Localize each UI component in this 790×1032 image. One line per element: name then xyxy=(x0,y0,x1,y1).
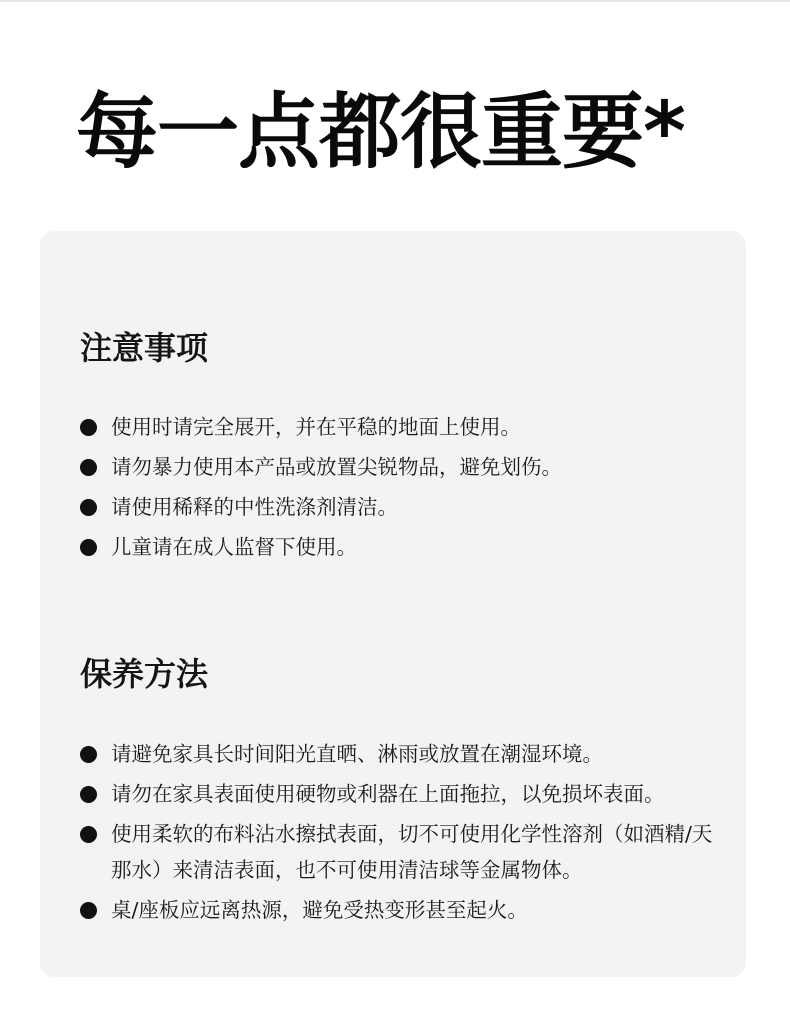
precautions-list xyxy=(80,409,720,569)
bullet-dot-icon xyxy=(80,826,97,843)
list-item xyxy=(80,892,720,928)
list-item-text: 请勿暴力使用本产品或放置尖锐物品，避免划伤。 xyxy=(111,455,562,479)
info-card xyxy=(40,231,746,977)
page-headline: 每一点都很重要* xyxy=(76,85,685,180)
list-item-text: 请使用稀释的中性洗涤剂清洁。 xyxy=(111,495,398,519)
list-item-text: 请勿在家具表面使用硬物或利器在上面拖拉，以免损坏表面。 xyxy=(111,782,665,806)
bullet-dot-icon xyxy=(80,419,97,436)
bullet-dot-icon xyxy=(80,539,97,556)
list-item xyxy=(80,489,720,525)
section-title-precautions: 注意事项 xyxy=(80,329,209,367)
list-item xyxy=(80,776,720,812)
bullet-dot-icon xyxy=(80,746,97,763)
bullet-dot-icon xyxy=(80,786,97,803)
list-item xyxy=(80,409,720,445)
top-divider xyxy=(0,0,790,2)
list-item-text: 使用时请完全展开，并在平稳的地面上使用。 xyxy=(111,415,521,439)
bullet-dot-icon xyxy=(80,902,97,919)
list-item xyxy=(80,449,720,485)
bullet-dot-icon xyxy=(80,499,97,516)
list-item-text: 请避免家具长时间阳光直晒、淋雨或放置在潮湿环境。 xyxy=(111,742,603,766)
list-item-text: 儿童请在成人监督下使用。 xyxy=(111,535,357,559)
maintenance-list xyxy=(80,736,720,932)
list-item-text: 使用柔软的布料沾水擦拭表面，切不可使用化学性溶剂（如酒精/天那水）来清洁表面，也不可使用清洁球等金属物体。 xyxy=(111,822,713,882)
list-item xyxy=(80,736,720,772)
list-item-text: 桌/座板应远离热源，避免受热变形甚至起火。 xyxy=(111,898,528,922)
list-item xyxy=(80,816,720,888)
section-title-maintenance: 保养方法 xyxy=(80,655,209,693)
bullet-dot-icon xyxy=(80,459,97,476)
list-item xyxy=(80,529,720,565)
